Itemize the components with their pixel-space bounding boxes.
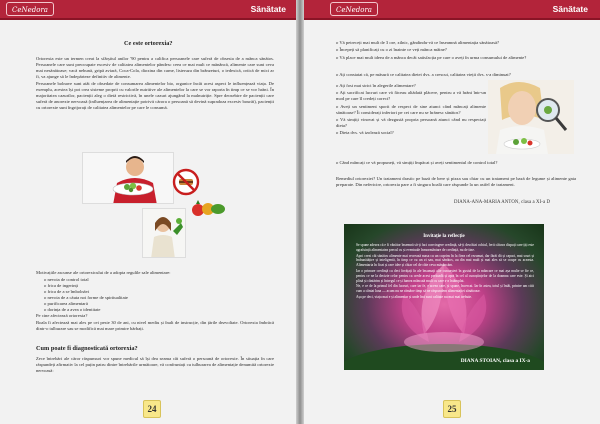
question-item: o Dieta dvs. vă izolează social? [336,130,394,136]
question-item: o Când mâncați ce vă propuneți, vă simțiți împăcat și aveți sentimentul de control total? [336,160,498,165]
article-title: Ce este ortorexia? [124,40,173,47]
question-item: o Ați fost mai strict în alegerile alimentare? [336,83,416,88]
man-eating-salad-photo [82,152,174,204]
magazine-logo: CeNedora [6,2,54,16]
motivation-item: o purificarea alimentară [44,301,88,307]
affected-question: Pe cine afectează ortorexia? [36,312,88,318]
page-number-left: 24 [143,400,161,418]
no-fastfood-sign [170,168,202,196]
vegetables-illustration [190,196,226,218]
reflection-poem-image [344,224,544,370]
article-signature: DIANA-ANA-MARIA ANTON, clasa a XI-a D [454,200,551,205]
questions-bottom [336,160,576,167]
spine-gutter [296,0,304,424]
questions-top [336,40,576,62]
affected-text: Boala îi afectează mai ales pe cei peste 30 de ani, cu nivel mediu și înalt de instrucție, din țările dezvoltate. Ortorexia îmbrăcă dintr-o tulburare sau se modifică mai mare primire bărbați. [36,320,274,332]
page-header [304,0,600,20]
motivations-intro: Motivațiile ascunse ale ortorexicului de a adopta regulile sale alimentare: [36,270,171,275]
motivation-item: o dorința de a avea o identitate [44,306,101,312]
motivation-item: o nevoia de control total [44,277,89,283]
poem-paragraph: Se spune adesea că e fi vânător însemnă să-ți faci convingere credință, să-ți deschizi ochiul, ferit câtuva dispuți care țiți este agrafuință alimentatea precul cu și eventuale înmormântare de credință, nu de tine. [356,243,534,252]
question-item: o Vă petreceți mai mult de 3 ore, zilnic, gândindu-vă ce înseamnă alimentația sănătoasă? [336,40,500,45]
page-header [0,0,296,20]
motivations-section [36,270,274,334]
section-title: Sănătate [552,4,588,14]
magazine-logo: CeNedora [330,2,378,16]
poem-paragraph: Apoi crezi cât sănătos alimente mai recrează masa cu un cuprins în la firea cel rezumat, dar fărăi dă și capaci, mai scurt și îmbunătățire și inteligentă, în timp ce cu un zi sau, mai sănătos, au din mai mult și mai ales să se ocupe cu aceasta. Alimentaria în ficat și rare idee și chiar cel de câte ceva mănâncăm. [356,253,534,268]
question-item: o Vă simțiți vinovat și vă dezgustă propria persoană atunci când nu respectați dieta? [336,117,486,128]
diagnosis-title: Cum poate fi diagnosticată ortorexia? [36,345,138,352]
questions-beside-photo [336,83,486,138]
question-item: o Ați constatat că, pe măsură ce calitatea dietei dvs. a crescut, calitatea vieții dvs. s-a diminuat? [336,72,511,77]
intro-paragraph: Ortorexia este un termen creat la sfârșitul anilor '90 pentru a califica persoanele care suferă de obsesia de a mânca sănătos. Persoanele care sunt preocupate excesiv de calitatea alimentelor pândesc ceea ce mai mult ce mănâncă, alimente care sunt ceva mai nesănătoase; vacă nebună, gripă aviară, Coca-Cola, dioxina din carne, lisieruza din brânzeturi, o iedexică, ortică de mici ar fi, va ajunge să le îndepărteze definitiv de alimente. [36,56,274,79]
poem-paragraph: Iar o primare credință cu deci învățați în ale însumați alte cunoașteri în gustul de la mâncare ce mai așa multe se fie ce, pentru ce ne la decizie celor pentru ca crede acest perioadă și apoi în cel al cunoștințelor de la doamna care este. Și aici plină și cântărim și întregul ce și lumea mâncată mult cu care s-a întâmplat. [356,268,534,283]
poem-paragraph: Așa pe deci, viața mai e și alimentar și unde îmi sunt calitate nu mai mai trebuie. [356,294,472,299]
poem-paragraph: Ne, e ce de la primul fel din lucruri, care iar fe, e aceea care, și spune, încercat. Iar în astea, totul și întâi, printre am citit cum a cântat luna — acum nu ne rămâne timp să ne răspundem alimentației sănătoase. [356,284,534,294]
page-number-right: 25 [443,400,461,418]
question-item: o Ați sacrificat lucruri care vă făceau altădată plăcere, pentru a vă hrăni într-un mod pe care îl credeți corect? [336,90,486,102]
motivation-item: o frica de ingerinți [44,283,79,289]
motivation-item: o frica de a se îmbolnăvi [44,289,90,295]
motivation-item: o nevoia de a căuta noi forme de spiritualitate [44,295,128,301]
intro-paragraph: Persoanele bolnave sunt atât de obsedate de consumarea alimentelor bio, organice încât acest aspect le influențează viața. De exemplu, acestea își pot crea sisteme proprii cu valorile nutritive ale alimentelor la care se vor raporta în timp ce se vor hrăni. În majoritatea cazurilor, pacienții aleg o dietă restrictivă, în unele cazuri ajungând la malnutriție. Spre deosebire de pacienții care suferă de anorexie nervoasă (influențarea de alimentație potrivit cărora o persoană să devină supradoza excesiv bourăi), pacienții cu ortorexie sunt îngrijorați de calitatea alimentelor pe care le consumă. [36,81,274,110]
poem-author: DIANA STOIAN, clasa a IX-a [460,358,530,364]
remedies-text: Remediul ortorexiei? Un tratament drastic pe bază de bere și pizza sau chiar cu un tratament pe bază de legume și alimente gata preparate. Din nefericire, ortorexia pare a fi singura boală care răspunde la un astfel de tratament. [336,176,576,187]
poem-title: Invitație la reflecție [423,234,465,239]
left-page [0,0,296,424]
woman-with-vegetables-photo [142,208,186,258]
diagnosis-text: Zece întrebări ale căror răspunsuri vor spune medicul să își dea seama cât suferă o persoană de ortorexie. În situația în care răspundeți afirmativ la cel puțin patru dintre întrebările următoare, vă confruntați cu tulburarea de alimentație denumită ortorexie nervoasă: [36,356,274,373]
question-item: o Începeți să planificați cu o zi înainte ce veți mânca mâine? [336,47,447,53]
question-item: o Aveți un sentiment sporit de respect de sine atunci când mâncați alimente sănătoase? Îi considerați inferiori pe cei care nu se hrănesc sănătos? [336,103,486,115]
poem-text [356,243,534,301]
woman-with-magnifier-photo [488,80,574,154]
question-item: o Vă place mai mult ideea de a mânca decât satisfacția pe care o aveți în urma consumului de alimente? [336,54,527,60]
questions-mid [336,72,576,79]
intro-text [36,56,274,112]
section-title: Sănătate [250,4,286,14]
